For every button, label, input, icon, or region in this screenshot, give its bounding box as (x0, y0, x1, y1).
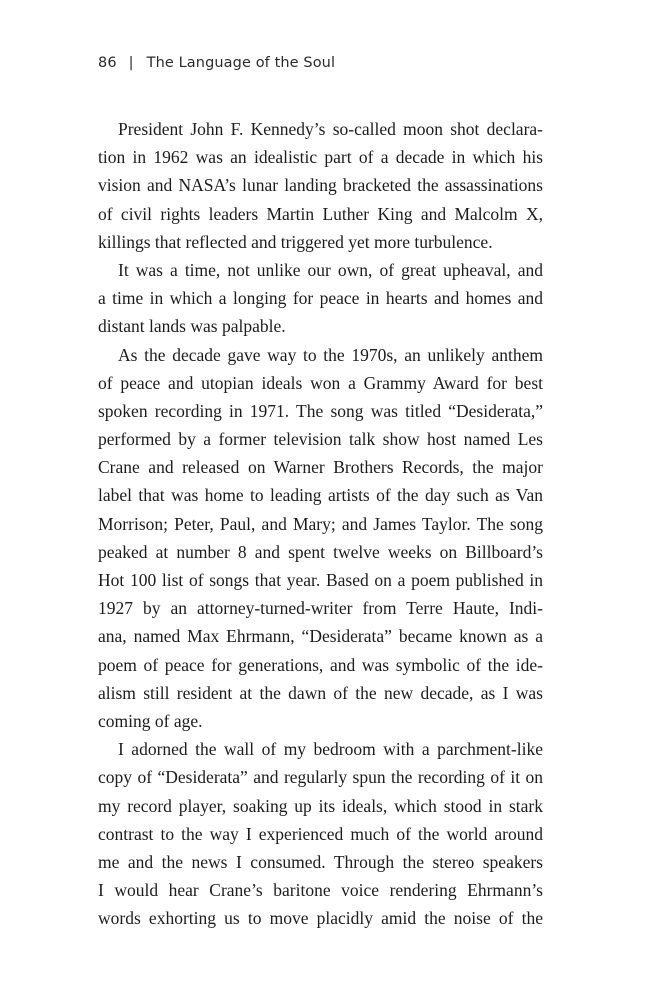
text-line: distant lands was palpable. (98, 316, 286, 337)
text-line: a time in which a longing for peace in hearts and homes and (98, 288, 543, 309)
text-line: peaked at number 8 and spent twelve weeks on Billboard’s (98, 541, 543, 562)
text-line: killings that reflected and triggered yet more turbulence. (98, 231, 493, 252)
text-line: my record player, soaking up its ideals, which stood in stark (98, 795, 543, 816)
text-line: ana, named Max Ehrmann, “Desiderata” became known as a (98, 626, 543, 647)
running-header (98, 55, 335, 71)
text-line: As the decade gave way to the 1970s, an unlikely anthem (118, 344, 543, 365)
text-line: of peace and utopian ideals won a Grammy Award for best (98, 372, 543, 393)
text-line: copy of “Desiderata” and regularly spun the recording of it on (98, 767, 543, 788)
text-line: I adorned the wall of my bedroom with a parchment-like (118, 739, 543, 760)
text-line: I would hear Crane’s baritone voice rendering Ehrmann’s (98, 880, 543, 901)
paragraph (98, 115, 543, 256)
text-line: me and the news I consumed. Through the stereo speakers (98, 851, 543, 872)
paragraph (98, 256, 543, 341)
text-line: of civil rights leaders Martin Luther King and Malcolm X, (98, 203, 543, 224)
text-line: contrast to the way I experienced much of the world around (98, 823, 543, 844)
header-separator: | (128, 55, 134, 71)
text-line: Crane and released on Warner Brothers Records, the major (98, 457, 543, 478)
body-text (98, 115, 543, 932)
paragraph (98, 341, 543, 736)
text-line: alism still resident at the dawn of the new decade, as I was (98, 682, 543, 703)
book-title: The Language of the Soul (146, 55, 336, 71)
text-line: tion in 1962 was an idealistic part of a decade in which his (98, 147, 543, 168)
text-line: Morrison; Peter, Paul, and Mary; and James Taylor. The song (98, 513, 543, 534)
text-line: President John F. Kennedy’s so-called moon shot declara- (118, 119, 543, 139)
text-line: 1927 by an attorney-turned-writer from Terre Haute, Indi- (98, 598, 543, 619)
text-line: poem of peace for generations, and was symbolic of the ide- (98, 654, 543, 675)
page-number: 86 (98, 55, 117, 71)
paragraph (98, 735, 543, 932)
text-line: vision and NASA’s lunar landing bracketed the assassinations (98, 175, 543, 196)
text-line: Hot 100 list of songs that year. Based on a poem published in (98, 570, 543, 590)
text-line: coming of age. (98, 710, 203, 731)
text-line: It was a time, not unlike our own, of great upheaval, and (118, 259, 543, 280)
text-line: spoken recording in 1971. The song was titled “Desiderata,” (98, 400, 543, 421)
text-line: performed by a former television talk show host named Les (98, 429, 543, 450)
text-line: words exhorting us to move placidly amid the noise of the (98, 908, 543, 929)
text-line: label that was home to leading artists of the day such as Van (98, 485, 543, 506)
